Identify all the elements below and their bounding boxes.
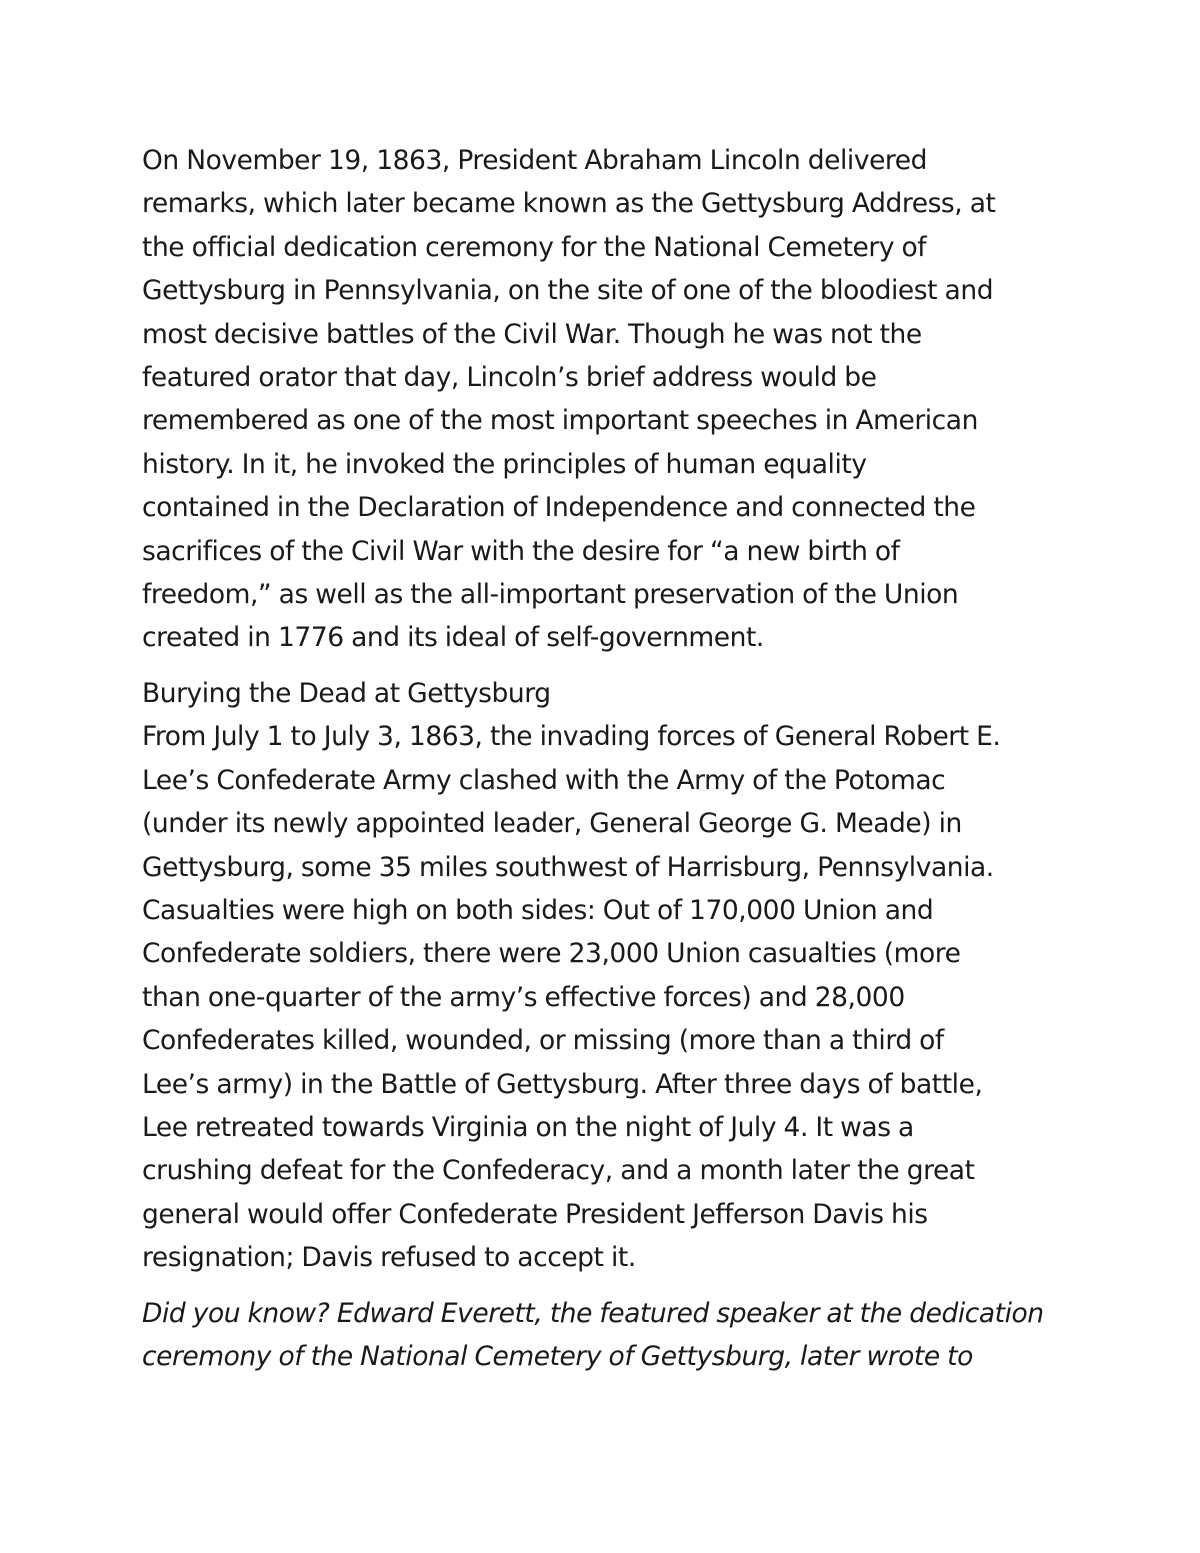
text-line: Casualties were high on both sides: Out of 170,000 Union and <box>142 894 934 926</box>
text-line: Gettysburg in Pennsylvania, on the site of one of the bloodiest and <box>142 275 994 307</box>
section-heading: Burying the Dead at Gettysburg <box>142 677 551 709</box>
document-body <box>142 139 1067 1378</box>
text-line: From July 1 to July 3, 1863, the invading forces of General Robert E. <box>142 721 1001 753</box>
text-line: remarks, which later became known as the Gettysburg Address, at <box>142 188 996 220</box>
text-line: Lee’s Confederate Army clashed with the Army of the Potomac <box>142 764 946 796</box>
text-line: resignation; Davis refused to accept it. <box>142 1242 636 1274</box>
text-line: sacrifices of the Civil War with the desire for “a new birth of <box>142 535 900 567</box>
text-line: general would offer Confederate President Jefferson Davis his <box>142 1198 928 1230</box>
text-line: remembered as one of the most important speeches in American <box>142 405 978 437</box>
paragraph-spacer <box>142 1280 1067 1292</box>
did-you-know-paragraph <box>142 1292 1067 1379</box>
text-line: (under its newly appointed leader, General George G. Meade) in <box>142 808 962 840</box>
paragraph-spacer <box>142 660 1067 672</box>
text-line: created in 1776 and its ideal of self-government. <box>142 622 764 654</box>
text-line: history. In it, he invoked the principles of human equality <box>142 448 867 480</box>
section-paragraph <box>142 672 1067 1280</box>
text-line: contained in the Declaration of Independence and connected the <box>142 492 976 524</box>
text-line: ceremony of the National Cemetery of Gettysburg, later wrote to <box>142 1340 973 1372</box>
text-line: featured orator that day, Lincoln’s brief address would be <box>142 362 877 394</box>
text-line: most decisive battles of the Civil War. Though he was not the <box>142 318 922 350</box>
text-line: the official dedication ceremony for the National Cemetery of <box>142 231 927 263</box>
text-line: Did you know? Edward Everett, the featured speaker at the dedication <box>142 1297 1044 1329</box>
text-line: freedom,” as well as the all-important preservation of the Union <box>142 579 959 611</box>
text-line: crushing defeat for the Confederacy, and a month later the great <box>142 1155 975 1187</box>
text-line: Lee retreated towards Virginia on the night of July 4. It was a <box>142 1111 914 1143</box>
text-line: Confederate soldiers, there were 23,000 Union casualties (more <box>142 938 961 970</box>
text-line: than one-quarter of the army’s effective forces) and 28,000 <box>142 981 905 1013</box>
intro-paragraph <box>142 139 1067 660</box>
text-line: Confederates killed, wounded, or missing (more than a third of <box>142 1025 944 1057</box>
text-line: Gettysburg, some 35 miles southwest of Harrisburg, Pennsylvania. <box>142 851 994 883</box>
text-line: Lee’s army) in the Battle of Gettysburg. After three days of battle, <box>142 1068 983 1100</box>
text-line: On November 19, 1863, President Abraham Lincoln delivered <box>142 145 928 176</box>
